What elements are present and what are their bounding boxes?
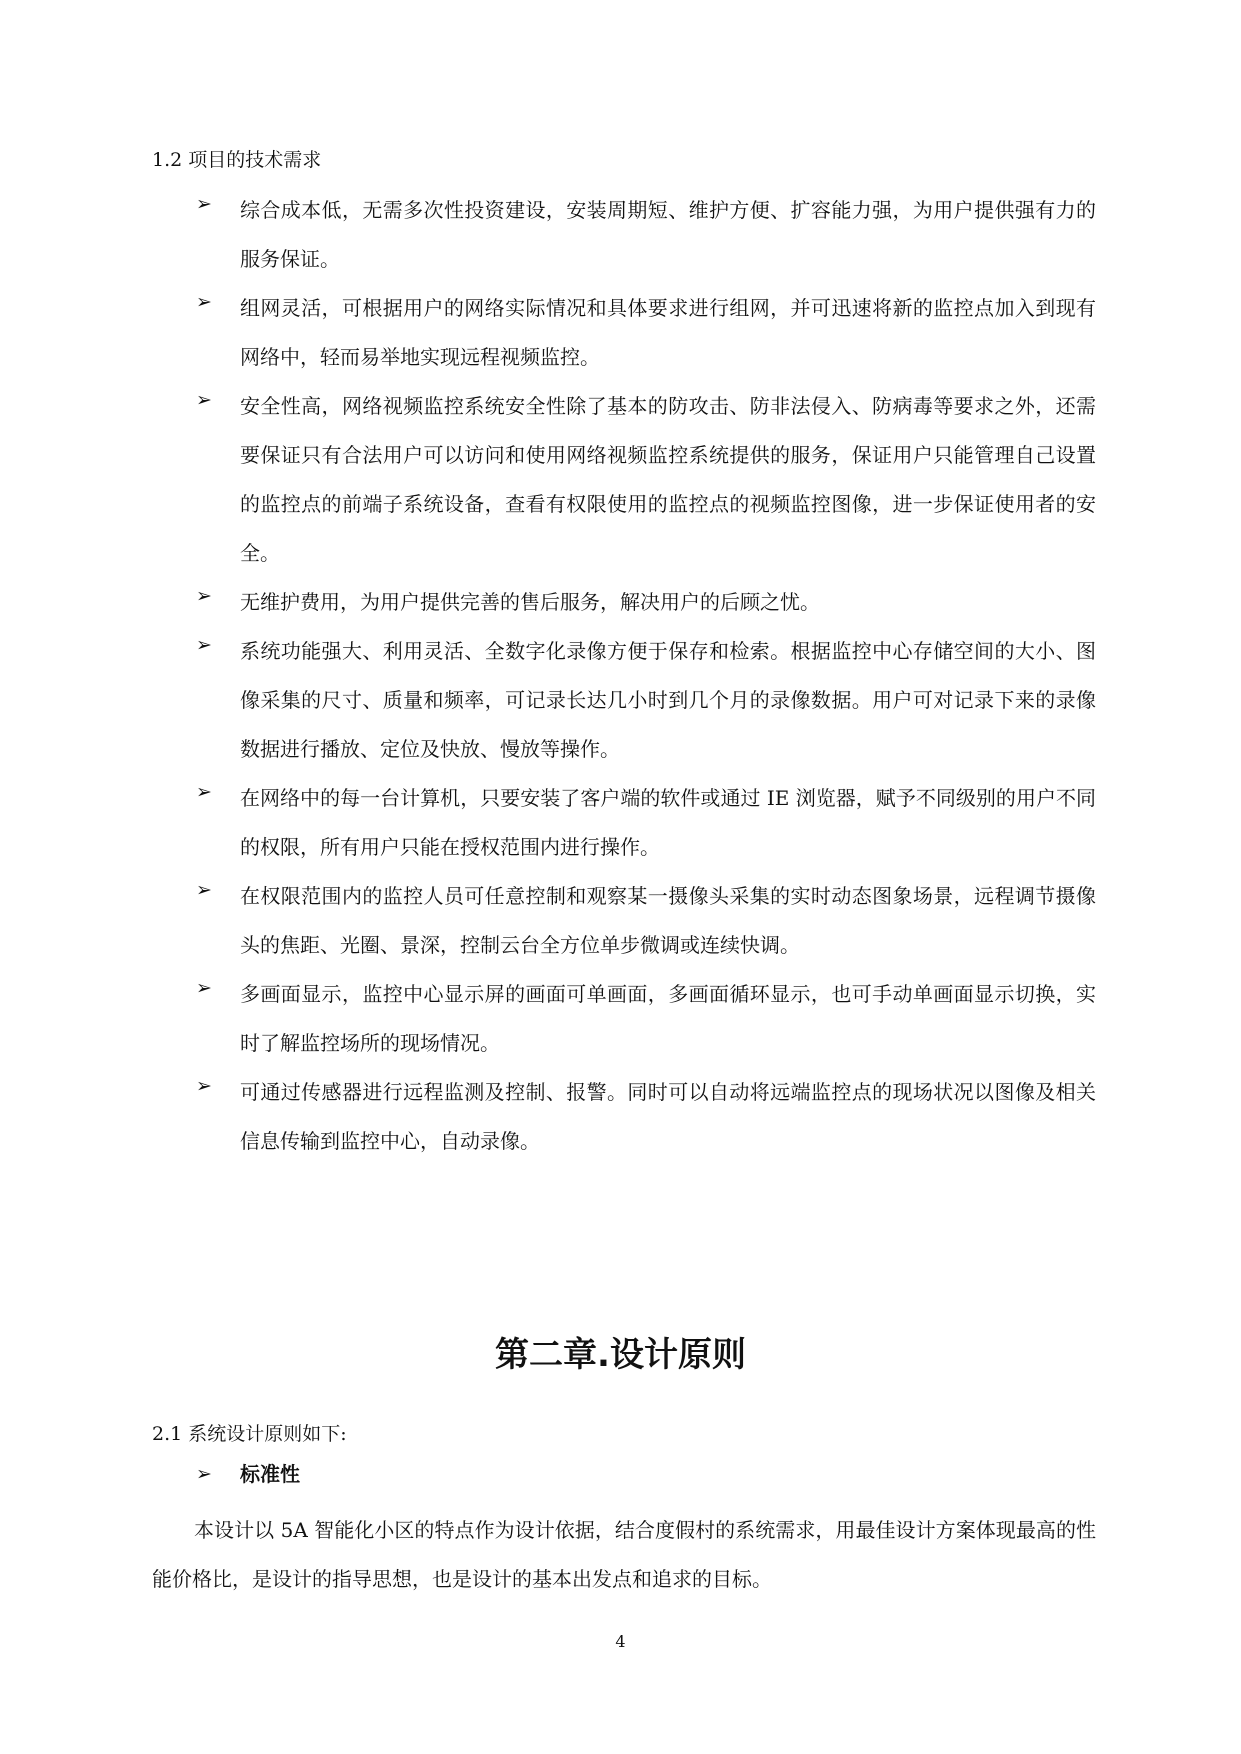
- arrowhead-bullet-icon: ➢: [196, 781, 212, 803]
- arrowhead-bullet-icon: ➢: [196, 389, 212, 411]
- principle-item: [196, 1462, 300, 1486]
- list-item: ➢ 在网络中的每一台计算机，只要安装了客户端的软件或通过 IE 浏览器，赋予不同级别的用户不同的权限，所有用户只能在授权范围内进行操作。: [196, 781, 1096, 859]
- chapter-title: 第二章.设计原则: [495, 1335, 746, 1375]
- arrowhead-bullet-icon: ➢: [196, 291, 212, 313]
- list-item: ➢ 综合成本低，无需多次性投资建设，安装周期短、维护方便、扩容能力强，为用户提供强有力的服务保证。: [196, 193, 1096, 271]
- arrowhead-bullet-icon: ➢: [196, 879, 212, 901]
- arrowhead-bullet-icon: ➢: [196, 977, 212, 999]
- section-heading-1-2: 1.2 项目的技术需求: [152, 149, 322, 171]
- arrowhead-bullet-icon: ➢: [196, 1075, 212, 1097]
- arrowhead-bullet-icon: ➢: [196, 585, 212, 607]
- list-item: ➢ 组网灵活，可根据用户的网络实际情况和具体要求进行组网，并可迅速将新的监控点加入到现有网络中，轻而易举地实现远程视频监控。: [196, 291, 1096, 369]
- list-item: ➢ 多画面显示，监控中心显示屏的画面可单画面，多画面循环显示，也可手动单画面显示切换，实时了解监控场所的现场情况。: [196, 977, 1096, 1055]
- page-number: 4: [615, 1632, 626, 1651]
- list-item: ➢ 在权限范围内的监控人员可任意控制和观察某一摄像头采集的实时动态图象场景，远程调节摄像头的焦距、光圈、景深，控制云台全方位单步微调或连续快调。: [196, 879, 1096, 957]
- list-item: ➢ 系统功能强大、利用灵活、全数字化录像方便于保存和检索。根据监控中心存储空间的大小、图像采集的尺寸、质量和频率，可记录长达几小时到几个月的录像数据。用户可对记录下来的录像数据进行播放、定位及快放、慢放等操作。: [196, 634, 1096, 761]
- arrowhead-bullet-icon: ➢: [196, 1463, 212, 1485]
- requirements-list: [196, 186, 1096, 1166]
- arrowhead-bullet-icon: ➢: [196, 193, 212, 215]
- principle-paragraph: 本设计以 5A 智能化小区的特点作为设计依据，结合度假村的系统需求，用最佳设计方案体现最高的性能价格比，是设计的指导思想，也是设计的基本出发点和追求的目标。: [152, 1518, 1096, 1591]
- section-heading-2-1: 2.1 系统设计原则如下:: [152, 1423, 347, 1445]
- list-item: ➢ 无维护费用，为用户提供完善的售后服务，解决用户的后顾之忧。: [196, 585, 820, 614]
- list-item: ➢ 可通过传感器进行远程监测及控制、报警。同时可以自动将远端监控点的现场状况以图像及相关信息传输到监控中心，自动录像。: [196, 1075, 1096, 1153]
- arrowhead-bullet-icon: ➢: [196, 634, 212, 656]
- principle-label: 标准性: [240, 1462, 300, 1486]
- list-item: ➢ 安全性高，网络视频监控系统安全性除了基本的防攻击、防非法侵入、防病毒等要求之外，还需要保证只有合法用户可以访问和使用网络视频监控系统提供的服务，保证用户只能管理自己设置的监控点的前端子系统设备，查看有权限使用的监控点的视频监控图像，进一步保证使用者的安全。: [196, 389, 1096, 565]
